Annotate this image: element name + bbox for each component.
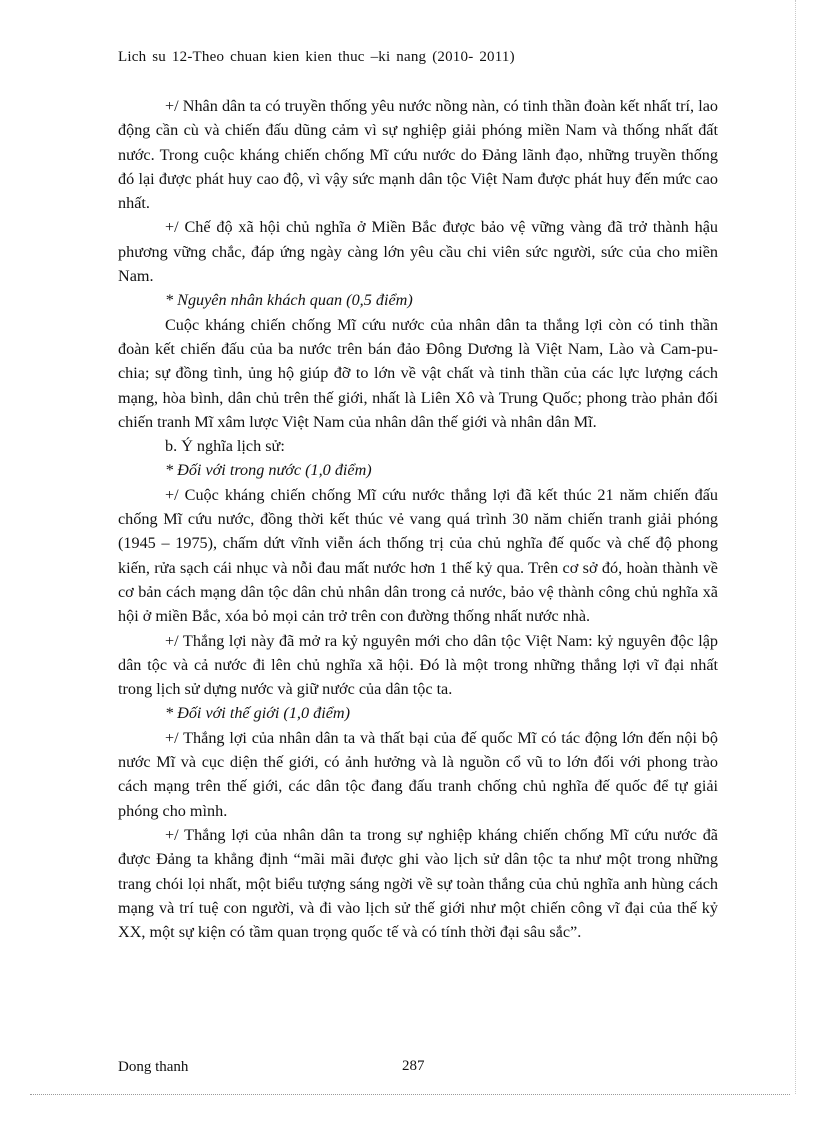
paragraph: +/ Cuộc kháng chiến chống Mĩ cứu nước thắng lợi đã kết thúc 21 năm chiến đấu chống Mĩ cứu nước, đồng thời kết thúc vẻ vang quá trình 30 năm chiến tranh giải phóng (1945 – 1975), chấm dứt vĩnh viễn ách thống trị của chủ nghĩa đế quốc và chế độ phong kiến, rửa sạch cái nhục và nỗi đau mất nước hơn 1 thế kỷ qua. Trên cơ sở đó, hoàn thành về cơ bản cách mạng dân tộc dân chủ nhân dân trong cả nước, bảo vệ thành công chủ nghĩa xã hội ở miền Bắc, xóa bỏ mọi cản trở trên con đường thống nhất nước nhà. (118, 485, 718, 626)
paragraph: +/ Thắng lợi này đã mở ra kỷ nguyên mới cho dân tộc Việt Nam: kỷ nguyên độc lập dân tộc và cả nước đi lên chủ nghĩa xã hội. Đó là một trong những thắng lợi vĩ đại nhất trong lịch sử dựng nước và giữ nước của dân tộc ta. (118, 631, 718, 699)
page-number: 287 (402, 1058, 425, 1074)
section-heading: * Nguyên nhân khách quan (0,5 điểm) (165, 291, 413, 310)
footer-author: Dong thanh (118, 1059, 189, 1075)
paragraph: +/ Thắng lợi của nhân dân ta trong sự nghiệp kháng chiến chống Mĩ cứu nước đã được Đảng ta khẳng định “mãi mãi được ghi vào lịch sử dân tộc ta như một trong những trang chói lọi nhất, một biểu tượng sáng ngời về sự toàn thắng của chủ nghĩa anh hùng cách mạng và trí tuệ con người, và đi vào lịch sử thế giới như một chiến công vĩ đại của thế kỷ XX, một sự kiện có tầm quan trọng quốc tế và có tính thời đại sâu sắc”. (118, 825, 718, 942)
body-text (118, 94, 718, 944)
paragraph: +/ Chế độ xã hội chủ nghĩa ở Miền Bắc được bảo vệ vững vàng đã trở thành hậu phương vững chắc, đáp ứng ngày càng lớn yêu cầu chi viên sức người, sức của cho miền Nam. (118, 218, 718, 286)
page-bottom-border (30, 1094, 790, 1095)
paragraph: +/ Thắng lợi của nhân dân ta và thất bại của đế quốc Mĩ có tác động lớn đến nội bộ nước Mĩ và cục diện thế giới, có ảnh hưởng và là nguồn cổ vũ to lớn đối với phong trào cách mạng trên thế giới, các dân tộc đang đấu tranh chống chủ nghĩa đế quốc để tự giải phóng cho mình. (118, 728, 718, 820)
running-header: Lich su 12-Theo chuan kien kien thuc –ki nang (2010- 2011) (118, 49, 515, 65)
section-heading: * Đối với trong nước (1,0 điểm) (165, 461, 372, 480)
paragraph: +/ Nhân dân ta có truyền thống yêu nước nồng nàn, có tinh thần đoàn kết nhất trí, lao động cần cù và chiến đấu dũng cảm vì sự nghiệp giải phóng miền Nam và thống nhất đất nước. Trong cuộc kháng chiến chống Mĩ cứu nước do Đảng lãnh đạo, những truyền thống đó lại được phát huy cao độ, vì vậy sức mạnh dân tộc Việt Nam được phát huy đến mức cao nhất. (118, 97, 718, 213)
section-heading: * Đối với thế giới (1,0 điểm) (165, 704, 350, 723)
section-heading: b. Ý nghĩa lịch sử: (165, 437, 285, 456)
page-right-border (795, 0, 796, 1094)
paragraph: Cuộc kháng chiến chống Mĩ cứu nước của nhân dân ta thắng lợi còn có tinh thần đoàn kết chiến đấu của ba nước trên bán đảo Đông Dương là Việt Nam, Lào và Cam-pu-chia; sự đồng tình, ủng hộ giúp đỡ to lớn về vật chất và tinh thần của các lực lượng cách mạng, hòa bình, dân chủ trên thế giới, nhất là Liên Xô và Trung Quốc; phong trào phản đối chiến tranh Mĩ xâm lược Việt Nam của nhân dân thế giới và nhân dân Mĩ. (118, 315, 718, 431)
